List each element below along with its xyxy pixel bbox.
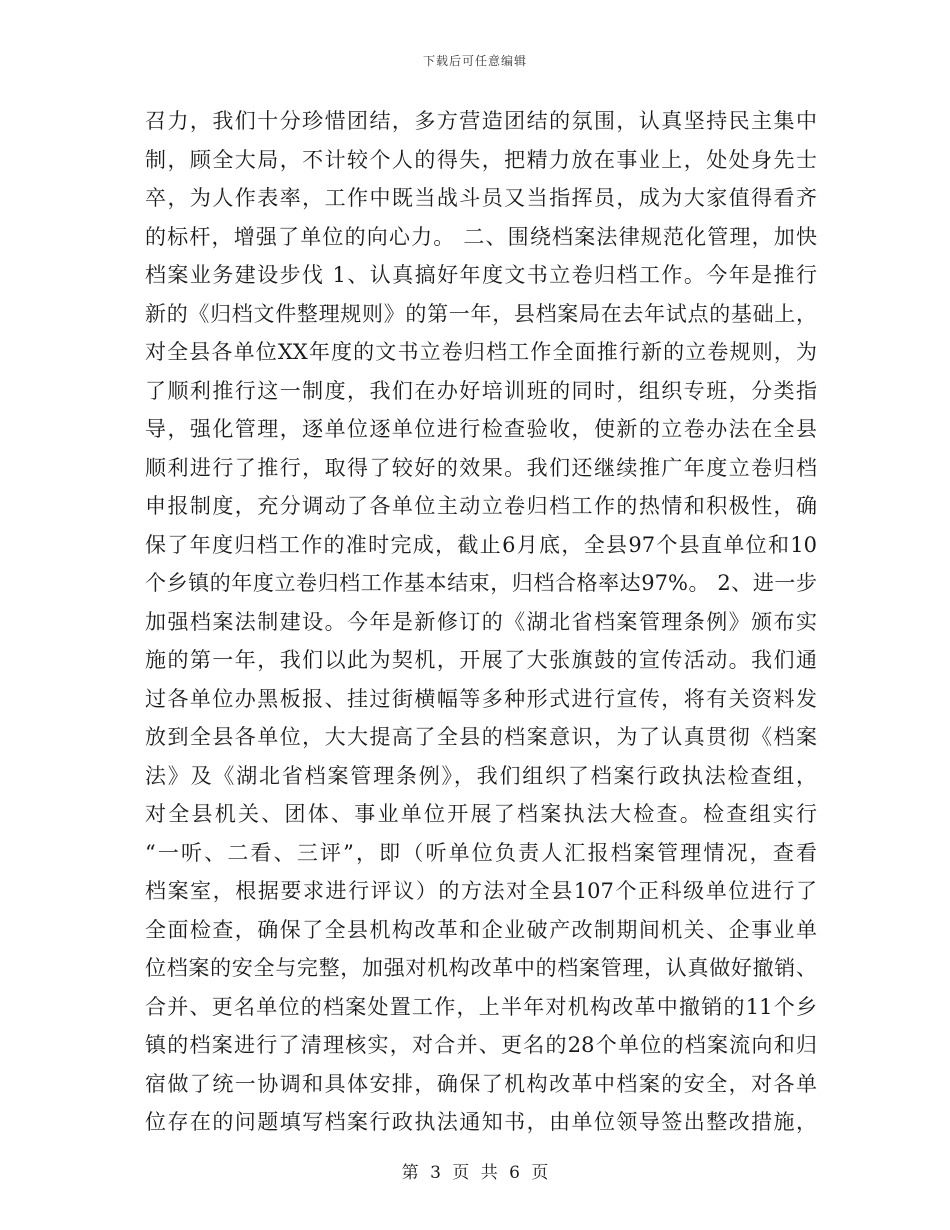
text-line: 档案业务建设步伐 1、认真搞好年度文书立卷归档工作。今年是推行: [145, 263, 817, 287]
text-line: “一听、二看、三评”，即（听单位负责人汇报档案管理情况，查看: [145, 840, 817, 865]
text-line: 施的第一年，我们以此为契机，开展了大张旗鼓的宣传活动。我们通: [145, 648, 817, 672]
page-header: 下载后可任意编辑: [422, 54, 527, 68]
text-line: 全面检查，确保了全县机构改革和企业破产改制期间机关、企事业单: [145, 917, 817, 942]
text-line: 对全县各单位XX年度的文书立卷归档工作全面推行新的立卷规则，为: [145, 340, 817, 364]
text-line: 合并、更名单位的档案处置工作，上半年对机构改革中撤销的11个乡: [145, 994, 817, 1019]
text-line: 顺利进行了推行，取得了较好的效果。我们还继续推广年度立卷归档: [145, 455, 817, 480]
text-line: 了顺利推行这一制度，我们在办好培训班的同时，组织专班，分类指: [145, 378, 817, 403]
text-line: 放到全县各单位，大大提高了全县的档案意识，为了认真贯彻《档案: [145, 725, 817, 749]
text-line: 申报制度，充分调动了各单位主动立卷归档工作的热情和积极性，确: [145, 494, 817, 518]
text-line: 个乡镇的年度立卷归档工作基本结束，归档合格率达97%。 2、进一步: [145, 571, 817, 595]
text-line: 的标杆，增强了单位的向心力。 二、围绕档案法律规范化管理，加快: [145, 224, 817, 249]
text-line: 制，顾全大局，不计较个人的得失，把精力放在事业上，处处身先士: [145, 147, 817, 172]
text-line: 保了年度归档工作的准时完成，截止6月底，全县97个县直单位和10: [145, 532, 817, 557]
text-line: 加强档案法制建设。今年是新修订的《湖北省档案管理条例》颁布实: [145, 609, 817, 634]
text-line: 镇的档案进行了清理核实，对合并、更名的28个单位的档案流向和归: [145, 1033, 817, 1057]
body-text: [145, 102, 817, 1142]
text-line: 对全县机关、团体、事业单位开展了档案执法大检查。检查组实行: [145, 802, 817, 826]
text-line: 新的《归档文件整理规则》的第一年，县档案局在去年试点的基础上，: [145, 301, 817, 326]
text-line: 宿做了统一协调和具体安排，确保了机构改革中档案的安全，对各单: [145, 1071, 817, 1096]
text-line: 位档案的安全与完整，加强对机构改革中的档案管理，认真做好撤销、: [145, 956, 817, 980]
text-line: 法》及《湖北省档案管理条例》，我们组织了档案行政执法检查组，: [145, 763, 817, 788]
page-footer: 第 3 页 共 6 页: [401, 1163, 549, 1183]
text-line: 导，强化管理，逐单位逐单位进行检查验收，使新的立卷办法在全县: [145, 417, 817, 441]
text-line: 档案室，根据要求进行评议）的方法对全县107个正科级单位进行了: [145, 879, 817, 903]
text-line: 卒，为人作表率，工作中既当战斗员又当指挥员，成为大家值得看齐: [145, 186, 817, 210]
text-line: 过各单位办黑板报、挂过街横幅等多种形式进行宣传，将有关资料发: [145, 686, 817, 711]
text-line: 位存在的问题填写档案行政执法通知书，由单位领导签出整改措施，: [145, 1110, 817, 1134]
text-line: 召力，我们十分珍惜团结，多方营造团结的氛围，认真坚持民主集中: [145, 109, 817, 133]
